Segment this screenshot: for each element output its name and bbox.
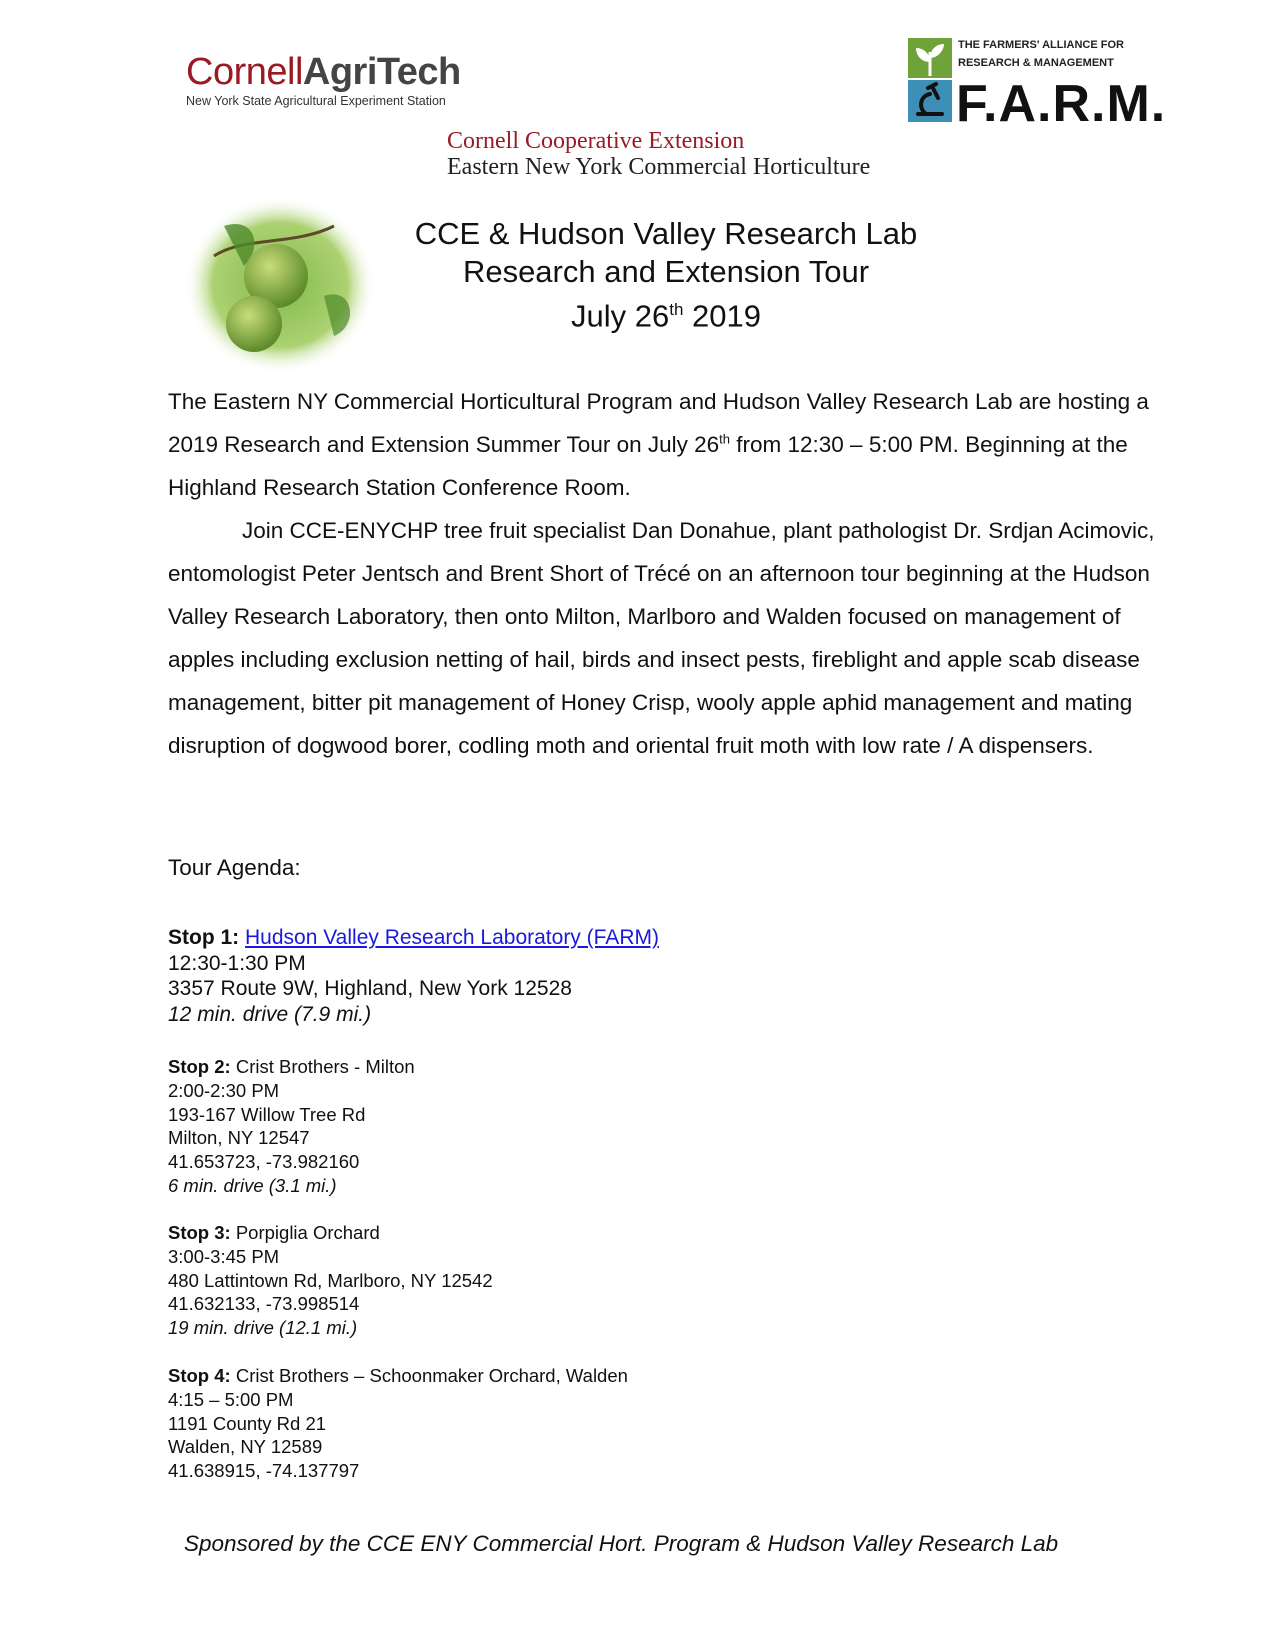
- farm-logo: [908, 34, 1167, 133]
- agenda-stop-3: Stop 3: Porpiglia Orchard 3:00-3:45 PM 480 Lattintown Rd, Marlboro, NY 12542 41.632133, -73.998514 19 min. drive (12.1 mi.): [168, 1222, 493, 1339]
- sprout-microscope-icon: [908, 38, 952, 122]
- agenda-stop-1: Stop 1: Hudson Valley Research Laboratory (FARM) 12:30-1:30 PM 3357 Route 9W, Highland, New York 12528 12 min. drive (7.9 mi.): [168, 926, 659, 1026]
- agenda-stop-2: Stop 2: Crist Brothers - Milton 2:00-2:30 PM 193-167 Willow Tree Rd Milton, NY 12547 41.653723, -73.982160 6 min. drive (3.1 mi.): [168, 1056, 415, 1196]
- agenda-label: Tour Agenda:: [168, 855, 301, 880]
- intro-paragraph: The Eastern NY Commercial Horticultural Program and Hudson Valley Research Lab are hosting a 2019 Research and Extension Summer Tour on July 26th from 12:30 – 5:00 PM. Beginning at the Highland Research Station Conference Room.: [168, 389, 1149, 500]
- page-title: CCE & Hudson Valley Research Lab Research and Extension Tour July 26th 2019: [414, 216, 918, 334]
- green-apples-photo-icon: [184, 196, 376, 374]
- agenda-stop-4: Stop 4: Crist Brothers – Schoonmaker Orchard, Walden 4:15 – 5:00 PM 1191 County Rd 21 Walden, NY 12589 41.638915, -74.137797: [168, 1365, 628, 1482]
- cce-subtitle: Eastern New York Commercial Horticulture: [447, 154, 871, 180]
- cce-header: [447, 128, 870, 180]
- tour-description: [168, 380, 1168, 767]
- farm-wordmark: F.A.R.M.: [956, 75, 1167, 133]
- cce-title: Cornell Cooperative Extension: [447, 128, 745, 154]
- sponsor-note: Sponsored by the CCE ENY Commercial Hort. Program & Hudson Valley Research Lab: [184, 1531, 1059, 1556]
- stop-1-link[interactable]: Hudson Valley Research Laboratory (FARM): [245, 926, 659, 949]
- cornell-agritech-logo: [186, 52, 506, 108]
- farm-tagline: THE FARMERS' ALLIANCE FOR RESEARCH & MANAGEMENT: [958, 39, 1124, 69]
- cornell-agritech-wordmark: CornellAgriTech: [186, 51, 461, 93]
- details-paragraph: Join CCE-ENYCHP tree fruit specialist Dan Donahue, plant pathologist Dr. Srdjan Acimovic, entomologist Peter Jentsch and Brent Short of Trécé on an afternoon tour beginning at the Hudson Valley Research Laboratory, then onto Milton, Marlboro and Walden focused on management of apples including exclusion netting of hail, birds and insect pests, fireblight and apple scab disease management, bitter pit management of Honey Crisp, wooly apple aphid management and mating disruption of dogwood borer, codling moth and oriental fruit moth with low rate / A dispensers.: [168, 518, 1155, 758]
- cornell-agritech-subtitle: New York State Agricultural Experiment Station: [186, 94, 446, 108]
